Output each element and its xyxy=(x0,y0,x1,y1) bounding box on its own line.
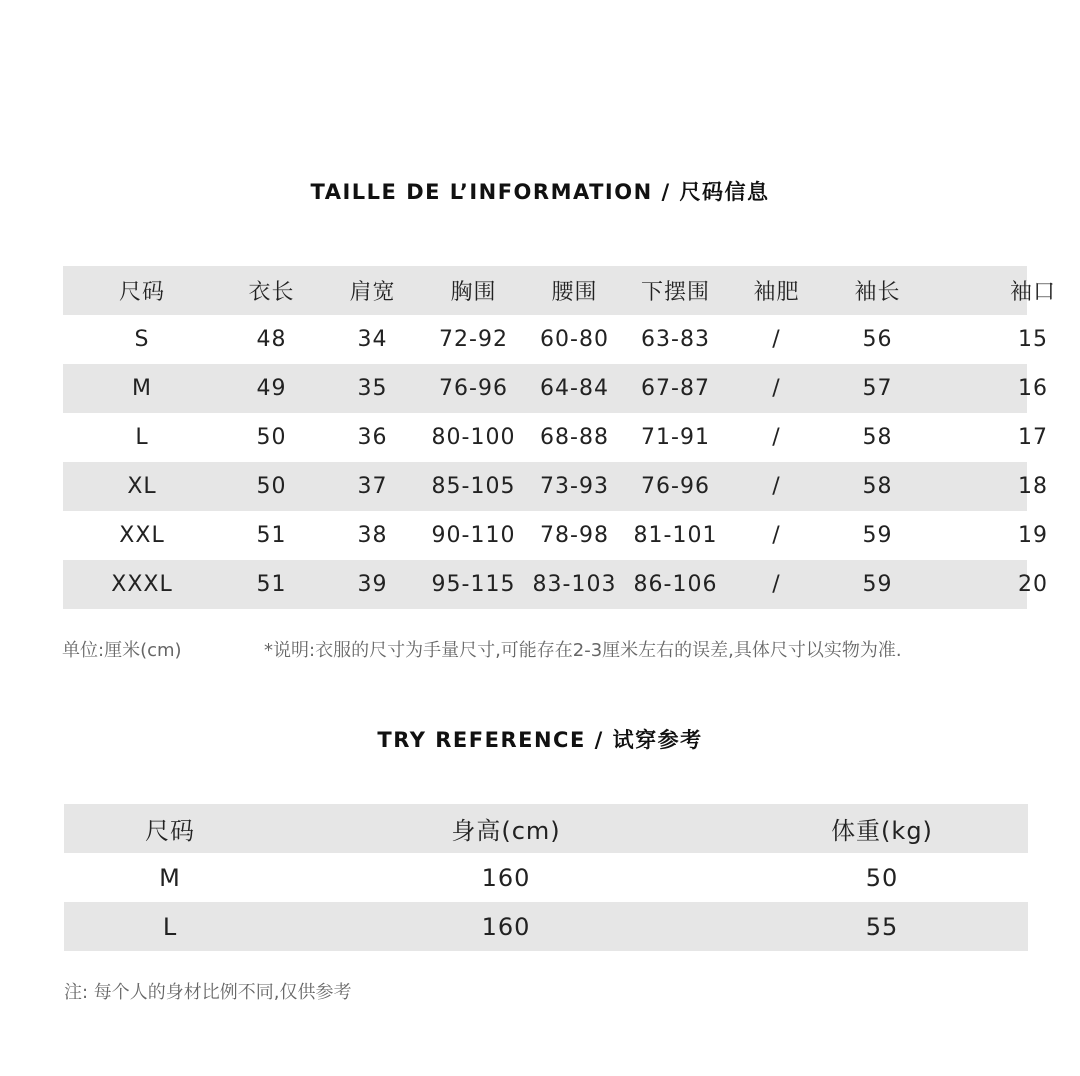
table-cell: 59 xyxy=(862,572,893,597)
header-cell-shoulder: 肩宽 xyxy=(349,280,396,305)
table-cell: 64-84 xyxy=(540,376,609,401)
table-cell: 90-110 xyxy=(431,523,516,548)
table-row xyxy=(63,560,1048,609)
header-cell-height: 身高(cm) xyxy=(451,817,561,845)
table-row xyxy=(64,902,1028,951)
table-cell: 72-92 xyxy=(439,327,508,352)
header-cell-size: 尺码 xyxy=(145,817,195,845)
table-cell: 60-80 xyxy=(540,327,609,352)
header-cell-length: 衣长 xyxy=(248,280,295,305)
footer-note: 注: 每个人的身材比例不同,仅供参考 xyxy=(64,982,352,1003)
table-cell: 83-103 xyxy=(532,572,617,597)
table-cell: 160 xyxy=(481,863,531,892)
table-cell: 18 xyxy=(1018,474,1048,499)
table-cell: 76-96 xyxy=(439,376,508,401)
header-cell-size: 尺码 xyxy=(118,280,165,305)
table-row xyxy=(63,413,1048,462)
table-cell: 55 xyxy=(865,912,899,941)
table-cell: 50 xyxy=(865,863,899,892)
table-cell: 57 xyxy=(862,376,893,401)
table-cell: 50 xyxy=(256,474,287,499)
try-reference-table xyxy=(64,804,1028,951)
table-cell: XXL xyxy=(119,523,165,548)
table-cell: / xyxy=(772,327,781,352)
table-cell: 51 xyxy=(256,572,287,597)
size-table-header-row xyxy=(63,266,1056,315)
table-cell: 50 xyxy=(256,425,287,450)
table-cell: 39 xyxy=(357,572,388,597)
table-cell: / xyxy=(772,572,781,597)
table-cell: L xyxy=(162,912,178,941)
table-cell: 38 xyxy=(357,523,388,548)
table-cell: 20 xyxy=(1018,572,1048,597)
size-table xyxy=(63,266,1056,609)
unit-note: 单位:厘米(cm) xyxy=(62,640,182,661)
table-cell: XL xyxy=(127,474,157,499)
table-cell: 34 xyxy=(357,327,388,352)
table-cell: 80-100 xyxy=(431,425,516,450)
table-cell: 78-98 xyxy=(540,523,609,548)
table-cell: / xyxy=(772,376,781,401)
table-cell: M xyxy=(159,863,181,892)
table-cell: 36 xyxy=(357,425,388,450)
table-cell: 71-91 xyxy=(641,425,710,450)
table-cell: 35 xyxy=(357,376,388,401)
table-cell: 85-105 xyxy=(431,474,516,499)
table-cell: 73-93 xyxy=(540,474,609,499)
header-cell-sleeve-length: 袖长 xyxy=(854,280,901,305)
table-cell: L xyxy=(135,425,149,450)
header-cell-hem: 下摆围 xyxy=(640,280,710,305)
table-cell: 51 xyxy=(256,523,287,548)
header-cell-waist: 腰围 xyxy=(551,280,598,305)
table-cell: 56 xyxy=(862,327,893,352)
header-cell-sleeve-width: 袖肥 xyxy=(753,280,800,305)
table-cell: 58 xyxy=(862,474,893,499)
table-cell: XXXL xyxy=(111,572,173,597)
table-cell: 59 xyxy=(862,523,893,548)
table-row xyxy=(63,511,1048,560)
table-cell: 19 xyxy=(1018,523,1048,548)
table-cell: 81-101 xyxy=(633,523,718,548)
table-cell: 63-83 xyxy=(641,327,710,352)
table-cell: 58 xyxy=(862,425,893,450)
size-info-title: TAILLE DE L’INFORMATION / 尺码信息 xyxy=(310,180,770,204)
try-reference-header-row xyxy=(64,804,1028,853)
table-cell: S xyxy=(134,327,150,352)
table-cell: / xyxy=(772,474,781,499)
table-cell: M xyxy=(132,376,152,401)
table-row xyxy=(63,364,1048,413)
table-cell: / xyxy=(772,425,781,450)
table-row xyxy=(63,462,1048,511)
header-cell-chest: 胸围 xyxy=(450,280,497,305)
table-cell: 67-87 xyxy=(641,376,710,401)
table-cell: 49 xyxy=(256,376,287,401)
header-cell-cuff: 袖口 xyxy=(1009,280,1056,305)
table-cell: 16 xyxy=(1018,376,1048,401)
header-cell-weight: 体重(kg) xyxy=(831,817,933,845)
table-cell: 160 xyxy=(481,912,531,941)
table-row xyxy=(63,315,1048,364)
table-cell: 76-96 xyxy=(641,474,710,499)
table-cell: 95-115 xyxy=(431,572,516,597)
table-row xyxy=(64,853,1028,902)
table-cell: / xyxy=(772,523,781,548)
description-note: *说明:衣服的尺寸为手量尺寸,可能存在2-3厘米左右的误差,具体尺寸以实物为准. xyxy=(264,640,902,661)
table-cell: 15 xyxy=(1018,327,1048,352)
table-cell: 37 xyxy=(357,474,388,499)
table-cell: 48 xyxy=(256,327,287,352)
table-cell: 17 xyxy=(1018,425,1048,450)
table-cell: 86-106 xyxy=(633,572,718,597)
table-cell: 68-88 xyxy=(540,425,609,450)
try-reference-title: TRY REFERENCE / 试穿参考 xyxy=(377,728,703,752)
